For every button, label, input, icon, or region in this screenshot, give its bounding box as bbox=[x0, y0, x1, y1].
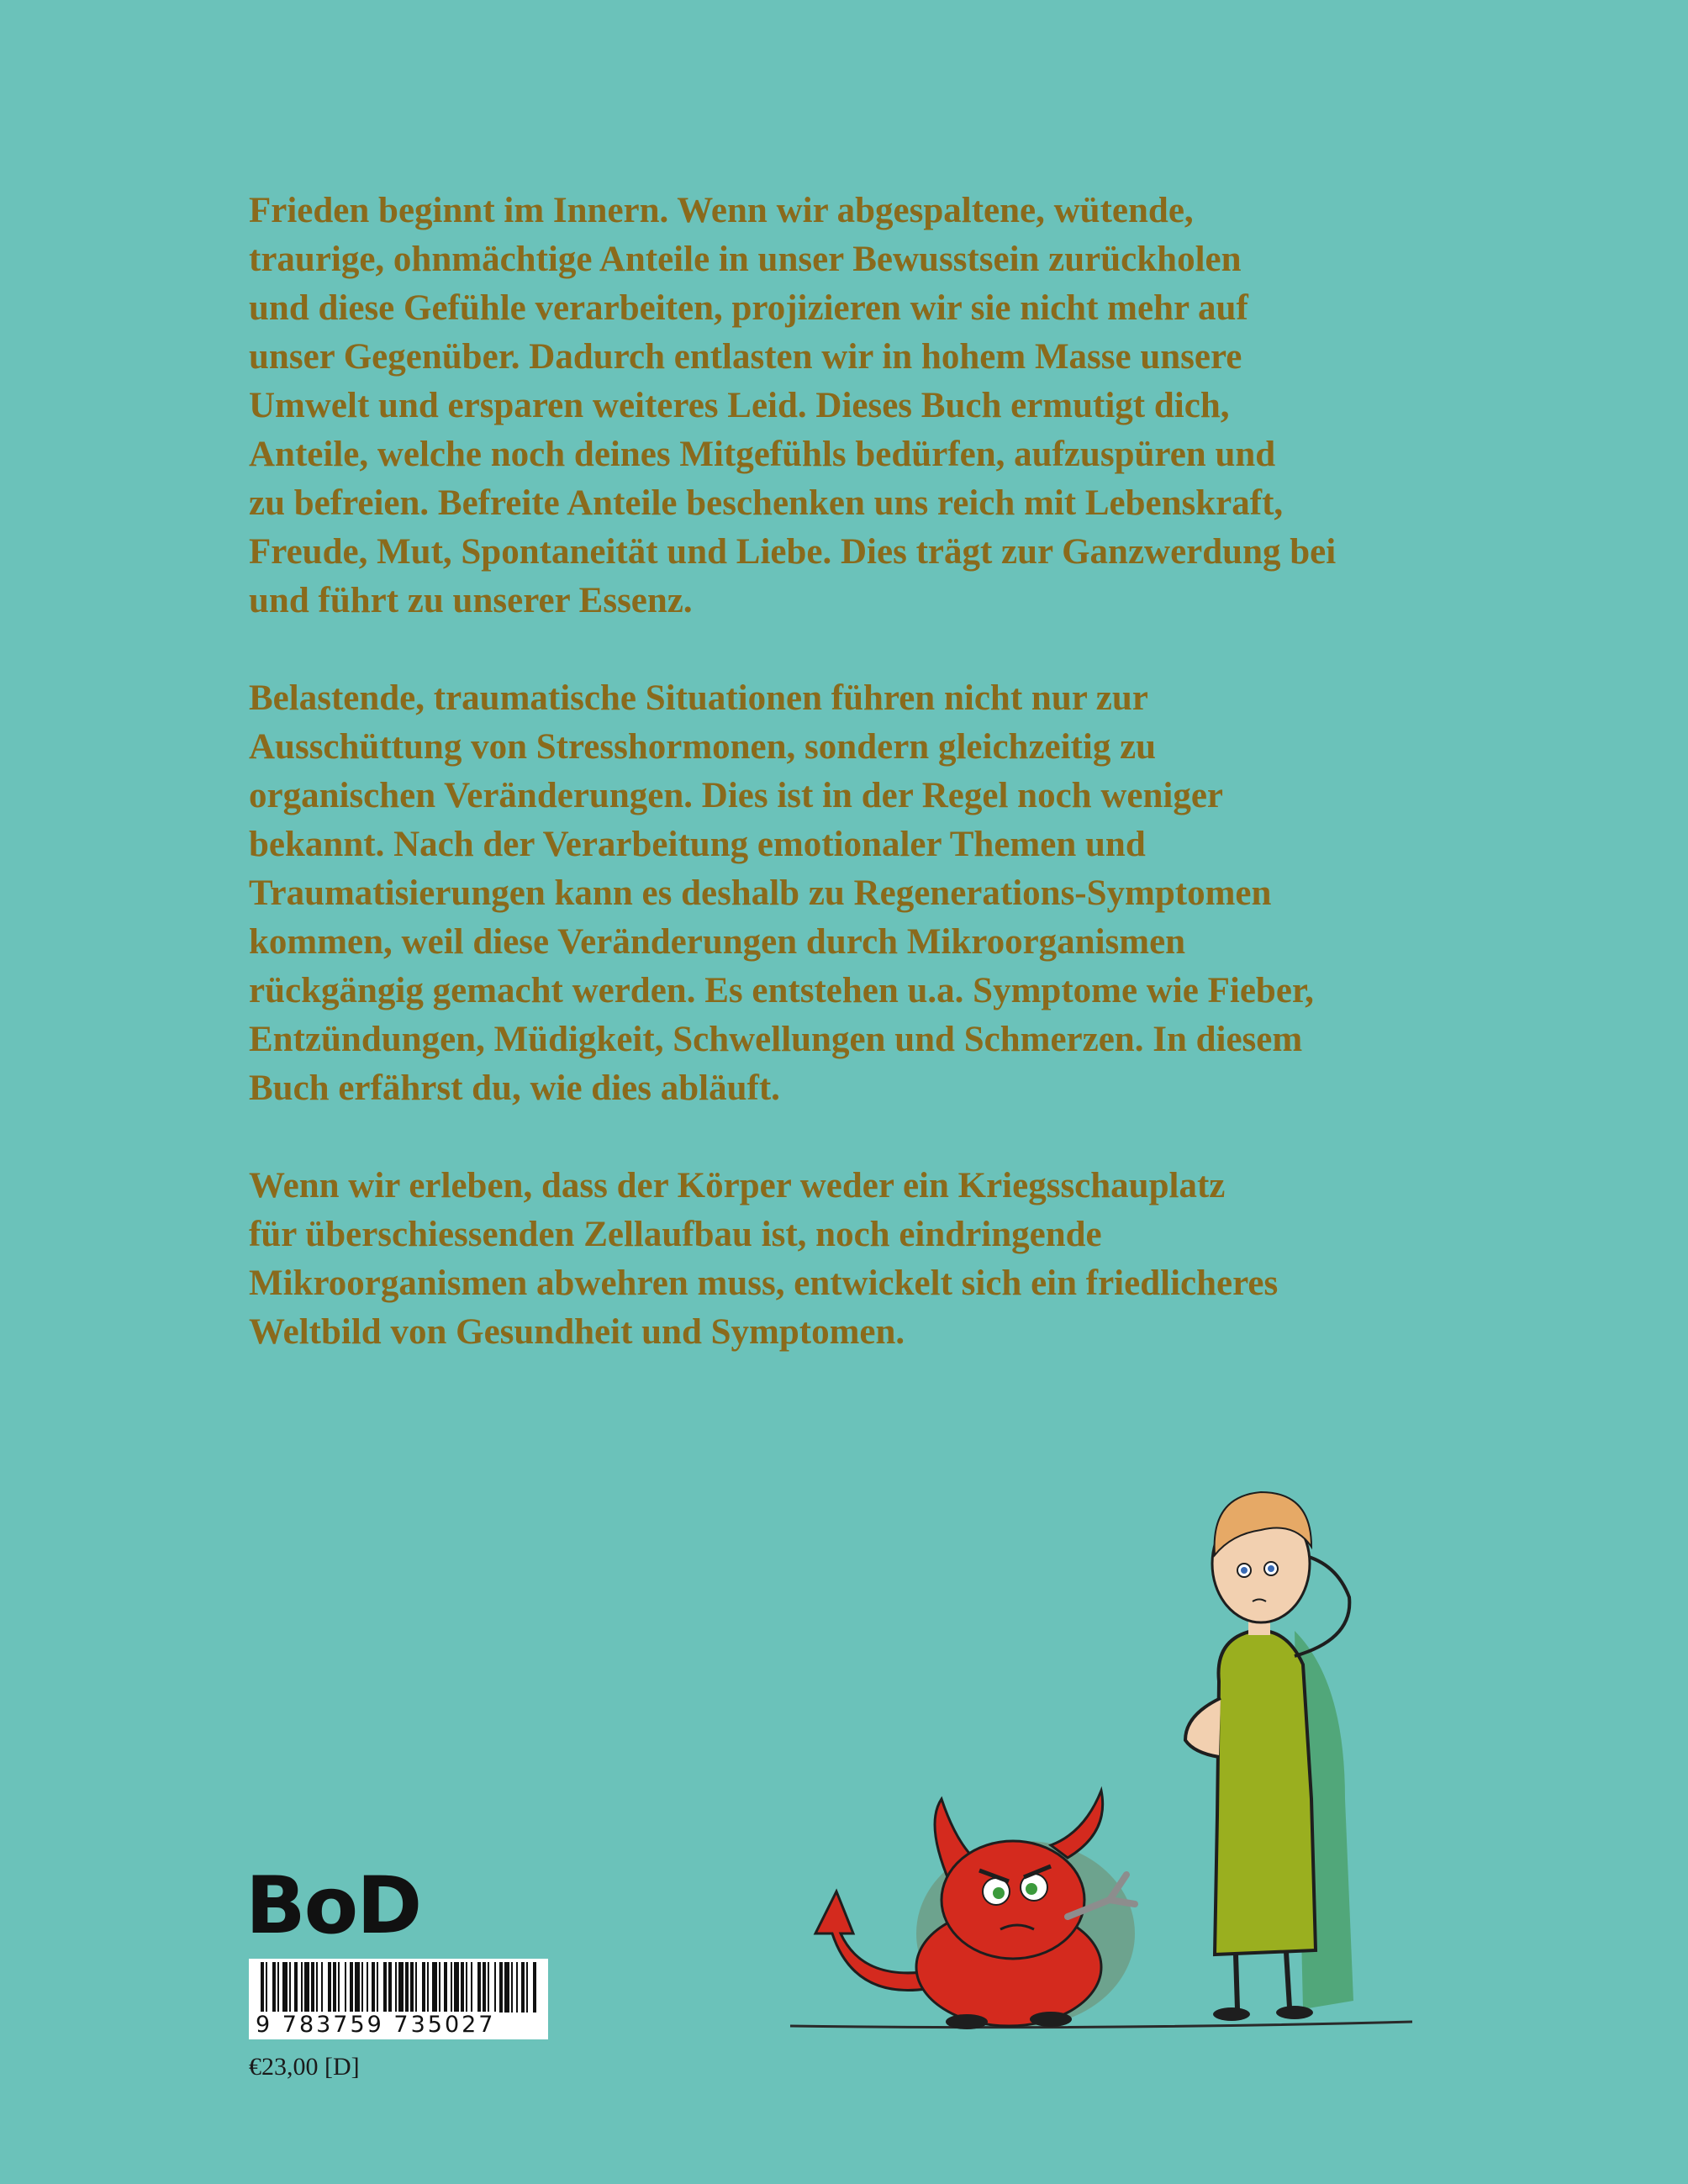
barcode-bar bbox=[367, 1962, 368, 2013]
barcode-bar bbox=[261, 1962, 264, 2013]
barcode-bar bbox=[361, 1962, 363, 2013]
publisher-logo: BoD bbox=[245, 1860, 421, 1952]
isbn-digits: 9 783759 735027 bbox=[256, 2012, 496, 2038]
barcode-bar bbox=[521, 1962, 525, 2013]
barcode-bar bbox=[471, 1962, 472, 2013]
barcode-bar bbox=[304, 1962, 309, 2013]
barcode-bar bbox=[516, 1962, 518, 2013]
barcode-bar bbox=[466, 1962, 467, 2013]
barcode-bar bbox=[504, 1962, 509, 2013]
barcode-bar bbox=[289, 1962, 291, 2013]
barcode-bar bbox=[415, 1962, 417, 2013]
barcode-bar bbox=[499, 1962, 503, 2013]
barcode-bar bbox=[451, 1962, 452, 2013]
barcode-bar bbox=[477, 1962, 481, 2013]
barcode-bar bbox=[439, 1962, 440, 2013]
barcode-bar bbox=[533, 1962, 536, 2013]
barcode-bar bbox=[338, 1962, 340, 2013]
barcode-bar bbox=[388, 1962, 392, 2013]
barcode-bar bbox=[488, 1962, 489, 2013]
barcode-bar bbox=[282, 1962, 287, 2013]
barcode-bar bbox=[398, 1962, 404, 2013]
barcode-bar bbox=[294, 1962, 298, 2013]
barcode-bar bbox=[355, 1962, 360, 2013]
barcode-bar bbox=[321, 1962, 323, 2013]
barcode-bar bbox=[345, 1962, 346, 2013]
barcode-bar bbox=[511, 1962, 513, 2013]
blurb-paragraph-1: Frieden beginnt im Innern. Wenn wir abgespaltene, wütende, traurige, ohnmächtige Anteile in unser Bewusstsein zurückholen und diese Gefühle verarbeiten, projizieren wir sie nicht mehr auf unser Gegenüber. Dadurch entlasten wir in hohem Masse unsere Umwelt und ersparen weiteres Leid. Dieses Buch ermutigt dich, Anteile, welche noch deines Mitgefühls bedürfen, aufzuspüren und zu befreien. Befreite Anteile beschenken uns reich mit Lebenskraft, Freude, Mut, Spontaneität und Liebe. Dies trägt zur Ganzwerdung bei und führt zu unserer Essenz. bbox=[249, 191, 1337, 620]
barcode-bar bbox=[422, 1962, 425, 2013]
blurb-paragraph-3: Wenn wir erleben, dass der Körper weder ein Kriegsschauplatz für überschiessenden Zellaufbau ist, noch eindringende Mikroorganismen abwehren muss, entwickelt sich ein friedlicheres Weltbild von Gesundheit und Symptomen. bbox=[249, 1166, 1279, 1352]
barcode-bar bbox=[277, 1962, 279, 2013]
price-label: €23,00 [D] bbox=[249, 2053, 360, 2081]
barcode-bar bbox=[316, 1962, 318, 2013]
barcode-bar bbox=[328, 1962, 331, 2013]
blurb-paragraph-2: Belastende, traumatische Situationen führen nicht nur zur Ausschüttung von Stresshormonen, sondern gleichzeitig zu organischen Veränderungen. Dies ist in der Regel noch weniger bekannt. Nach der Verarbeitung emotionaler Themen und Traumatisierungen kann es deshalb zu Regenerations-Symptomen kommen, weil diese Veränderungen durch Mikroorganismen rückgängig gemacht werden. Es entstehen u.a. Symptome wie Fieber, Entzündungen, Müdigkeit, Schwellungen und Schmerzen. In diesem Buch erfährst du, wie dies abläuft. bbox=[249, 678, 1314, 1108]
isbn-barcode bbox=[249, 1959, 548, 2039]
barcode-bar bbox=[405, 1962, 409, 2013]
barcode-bar bbox=[444, 1962, 447, 2013]
barcode-bar bbox=[350, 1962, 353, 2013]
barcode-bar bbox=[410, 1962, 414, 2013]
barcode-bar bbox=[427, 1962, 429, 2013]
barcode-bar bbox=[454, 1962, 459, 2013]
barcode-bar bbox=[372, 1962, 375, 2013]
blurb-text bbox=[249, 187, 1459, 1406]
barcode-bar bbox=[483, 1962, 486, 2013]
barcode-bar bbox=[301, 1962, 303, 2013]
cover-illustration bbox=[757, 1463, 1446, 2055]
barcode-bar bbox=[266, 1962, 267, 2013]
barcode-bar bbox=[383, 1962, 387, 2013]
devil-and-person-illustration bbox=[757, 1463, 1446, 2051]
barcode-bar bbox=[432, 1962, 437, 2013]
barcode-bar bbox=[526, 1962, 528, 2013]
barcode-bar bbox=[395, 1962, 397, 2013]
barcode-bar bbox=[494, 1962, 496, 2013]
barcode-bar bbox=[333, 1962, 336, 2013]
barcode-bar bbox=[272, 1962, 276, 2013]
barcode-bar bbox=[461, 1962, 464, 2013]
barcode-bar bbox=[377, 1962, 378, 2013]
barcode-bar bbox=[311, 1962, 314, 2013]
